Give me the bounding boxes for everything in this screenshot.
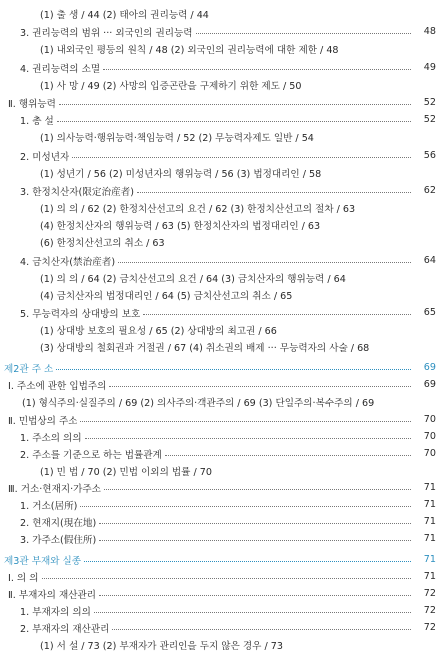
toc-entry-sub [0, 338, 440, 355]
toc-page-number: 64 [423, 255, 436, 266]
toc-entry-part [0, 479, 440, 496]
toc-page-number: 70 [423, 414, 436, 425]
toc-entry-sub [0, 40, 440, 57]
toc-page-number: 72 [423, 588, 436, 599]
toc-page-number: 70 [423, 448, 436, 459]
toc-entry-section [0, 182, 440, 199]
toc-entry-section [0, 619, 440, 636]
toc-entry-title: 2. 부재자의 재산관리 [20, 623, 110, 635]
dot-leader [99, 595, 411, 596]
toc-entry-section [0, 111, 440, 128]
toc-entry-title: 1. 거소(居所) [20, 500, 78, 512]
toc-entry-section [0, 602, 440, 619]
toc-entry-title: (4) 한정치산자의 행위능력 / 63 (5) 한정치산자의 법정대리인 / 63 [40, 220, 321, 232]
toc-page-number: 72 [423, 622, 436, 633]
toc-entry-title: 1. 총 설 [20, 115, 54, 127]
toc-page-number: 48 [423, 26, 436, 37]
toc-entry-sub [0, 636, 440, 653]
toc-entry-title: Ⅰ. 의 의 [8, 572, 39, 584]
toc-entry-title: Ⅱ. 민법상의 주소 [8, 415, 78, 427]
dot-leader [84, 561, 411, 562]
toc-entry-part [0, 94, 440, 111]
dot-leader [85, 438, 411, 439]
toc-page-number: 52 [423, 114, 436, 125]
dot-leader [72, 157, 411, 158]
toc-entry-chapter [0, 359, 440, 376]
toc-entry-section [0, 147, 440, 164]
dot-leader [165, 455, 411, 456]
toc-entry-sub [0, 76, 440, 93]
toc-entry-sub [0, 164, 440, 181]
dot-leader [42, 578, 411, 579]
dot-leader [196, 33, 411, 34]
toc-entry-sub [0, 269, 440, 286]
toc-entry-sub [0, 233, 440, 250]
toc-entry-section [0, 23, 440, 40]
toc-entry-title: (1) 형식주의·실질주의 / 69 (2) 의사주의·객관주의 / 69 (3) 단일주의·복수주의 / 69 [22, 397, 375, 409]
toc-entry-chapter [0, 551, 440, 568]
toc-page-number: 71 [423, 533, 436, 544]
toc-entry-title: Ⅲ. 거소·현재지·가주소 [8, 483, 101, 495]
toc-entry-title: (1) 내외국인 평등의 원칙 / 48 (2) 외국인의 권리능력에 대한 제한 / 48 [40, 44, 339, 56]
toc-entry-title: 2. 주소를 기준으로 하는 법률관계 [20, 449, 162, 461]
toc-entry-title: 2. 미성년자 [20, 151, 70, 163]
toc-entry-section [0, 304, 440, 321]
toc-entry-title: Ⅱ. 부재자의 재산관리 [8, 589, 97, 601]
toc-page-number: 71 [423, 482, 436, 493]
toc-entry-title: (1) 의사능력·행위능력·책임능력 / 52 (2) 무능력자제도 일반 / 54 [40, 132, 314, 144]
toc-entry-section [0, 445, 440, 462]
dot-leader [104, 489, 411, 490]
toc-entry-section [0, 530, 440, 547]
toc-entry-title: 제2관 주 소 [4, 363, 54, 375]
toc-entry-title: (1) 사 망 / 49 (2) 사망의 입증곤란을 구제하기 위한 제도 / 50 [40, 80, 302, 92]
toc-entry-title: 4. 권리능력의 소멸 [20, 63, 101, 75]
toc-entry-sub [0, 462, 440, 479]
toc-page-number: 70 [423, 431, 436, 442]
toc-entry-title: 1. 주소의 의의 [20, 432, 82, 444]
toc-entry-section [0, 496, 440, 513]
toc-entry-sub [0, 286, 440, 303]
dot-leader [94, 612, 411, 613]
toc-entry-section [0, 59, 440, 76]
toc-entry-title: 3. 한정치산자(限定治産者) [20, 186, 134, 198]
toc-page-number: 56 [423, 150, 436, 161]
toc-entry-title: (1) 출 생 / 44 (2) 태아의 권리능력 / 44 [40, 9, 209, 21]
toc-entry-title: Ⅰ. 주소에 관한 입법주의 [8, 380, 107, 392]
toc-entry-title: (1) 상대방 보호의 필요성 / 65 (2) 상대방의 최고권 / 66 [40, 325, 277, 337]
dot-leader [137, 192, 411, 193]
toc-entry-part [0, 568, 440, 585]
toc-entry-sub [0, 321, 440, 338]
toc-entry-title: (1) 민 법 / 70 (2) 민법 이외의 법률 / 70 [40, 466, 212, 478]
dot-leader [103, 69, 411, 70]
dot-leader [80, 421, 411, 422]
toc-page-number: 52 [423, 97, 436, 108]
dot-leader [56, 369, 411, 370]
toc-entry-title: 제3관 부재와 실종 [4, 555, 82, 567]
toc-entry-section [0, 428, 440, 445]
toc-entry-title: Ⅱ. 행위능력 [8, 98, 56, 110]
toc-entry-title: 3. 권리능력의 범위 ··· 외국인의 권리능력 [20, 27, 193, 39]
toc-page-number: 49 [423, 62, 436, 73]
toc-entry-title: (1) 의 의 / 64 (2) 금치산선고의 요건 / 64 (3) 금치산자의 행위능력 / 64 [40, 273, 346, 285]
dot-leader [112, 629, 411, 630]
toc-page-number: 69 [423, 362, 436, 373]
toc-page-number: 71 [423, 571, 436, 582]
toc-entry-sub [0, 199, 440, 216]
dot-leader [118, 262, 411, 263]
toc-entry-title: (1) 성년기 / 56 (2) 미성년자의 행위능력 / 56 (3) 법정대리인 / 58 [40, 168, 322, 180]
toc-entry-title: 1. 부재자의 의의 [20, 606, 91, 618]
toc-entry-title: (4) 금치산자의 법정대리인 / 64 (5) 금치산선고의 취소 / 65 [40, 290, 293, 302]
dot-leader [59, 104, 411, 105]
toc-page-number: 69 [423, 379, 436, 390]
toc-page-number: 71 [423, 516, 436, 527]
toc-entry-section [0, 513, 440, 530]
toc-page-number: 65 [423, 307, 436, 318]
toc-page-number: 71 [423, 499, 436, 510]
toc-entry-title: 4. 금치산자(禁治産者) [20, 256, 116, 268]
toc-entry-title: (1) 의 의 / 62 (2) 한정치산선고의 요건 / 62 (3) 한정치산선고의 절차 / 63 [40, 203, 356, 215]
toc-page-number: 72 [423, 605, 436, 616]
dot-leader [57, 121, 411, 122]
dot-leader [143, 314, 411, 315]
toc-entry-title: 3. 가주소(假住所) [20, 534, 97, 546]
toc-entry-section [0, 252, 440, 269]
toc-page-number: 62 [423, 185, 436, 196]
toc-entry-title: 5. 무능력자의 상대방의 보호 [20, 308, 141, 320]
dot-leader [80, 506, 411, 507]
dot-leader [99, 523, 411, 524]
toc-entry-part [0, 411, 440, 428]
toc-entry-sub [0, 5, 440, 22]
toc-entry-title: (3) 상대방의 철회권과 거절권 / 67 (4) 취소권의 배제 ··· 무능력자의 사술 / 68 [40, 342, 370, 354]
dot-leader [109, 386, 411, 387]
toc-entry-title: (6) 한정치산선고의 취소 / 63 [40, 237, 165, 249]
toc-entry-title: (1) 서 설 / 73 (2) 부재자가 관리인을 두지 않은 경우 / 73 [40, 640, 283, 652]
toc-entry-sub [0, 128, 440, 145]
toc-entry-part [0, 376, 440, 393]
toc-entry-sub [0, 393, 440, 410]
toc-entry-title: 2. 현재지(現在地) [20, 517, 97, 529]
toc-page-number: 71 [423, 554, 436, 565]
dot-leader [99, 540, 411, 541]
toc-entry-part [0, 585, 440, 602]
toc-entry-sub [0, 216, 440, 233]
